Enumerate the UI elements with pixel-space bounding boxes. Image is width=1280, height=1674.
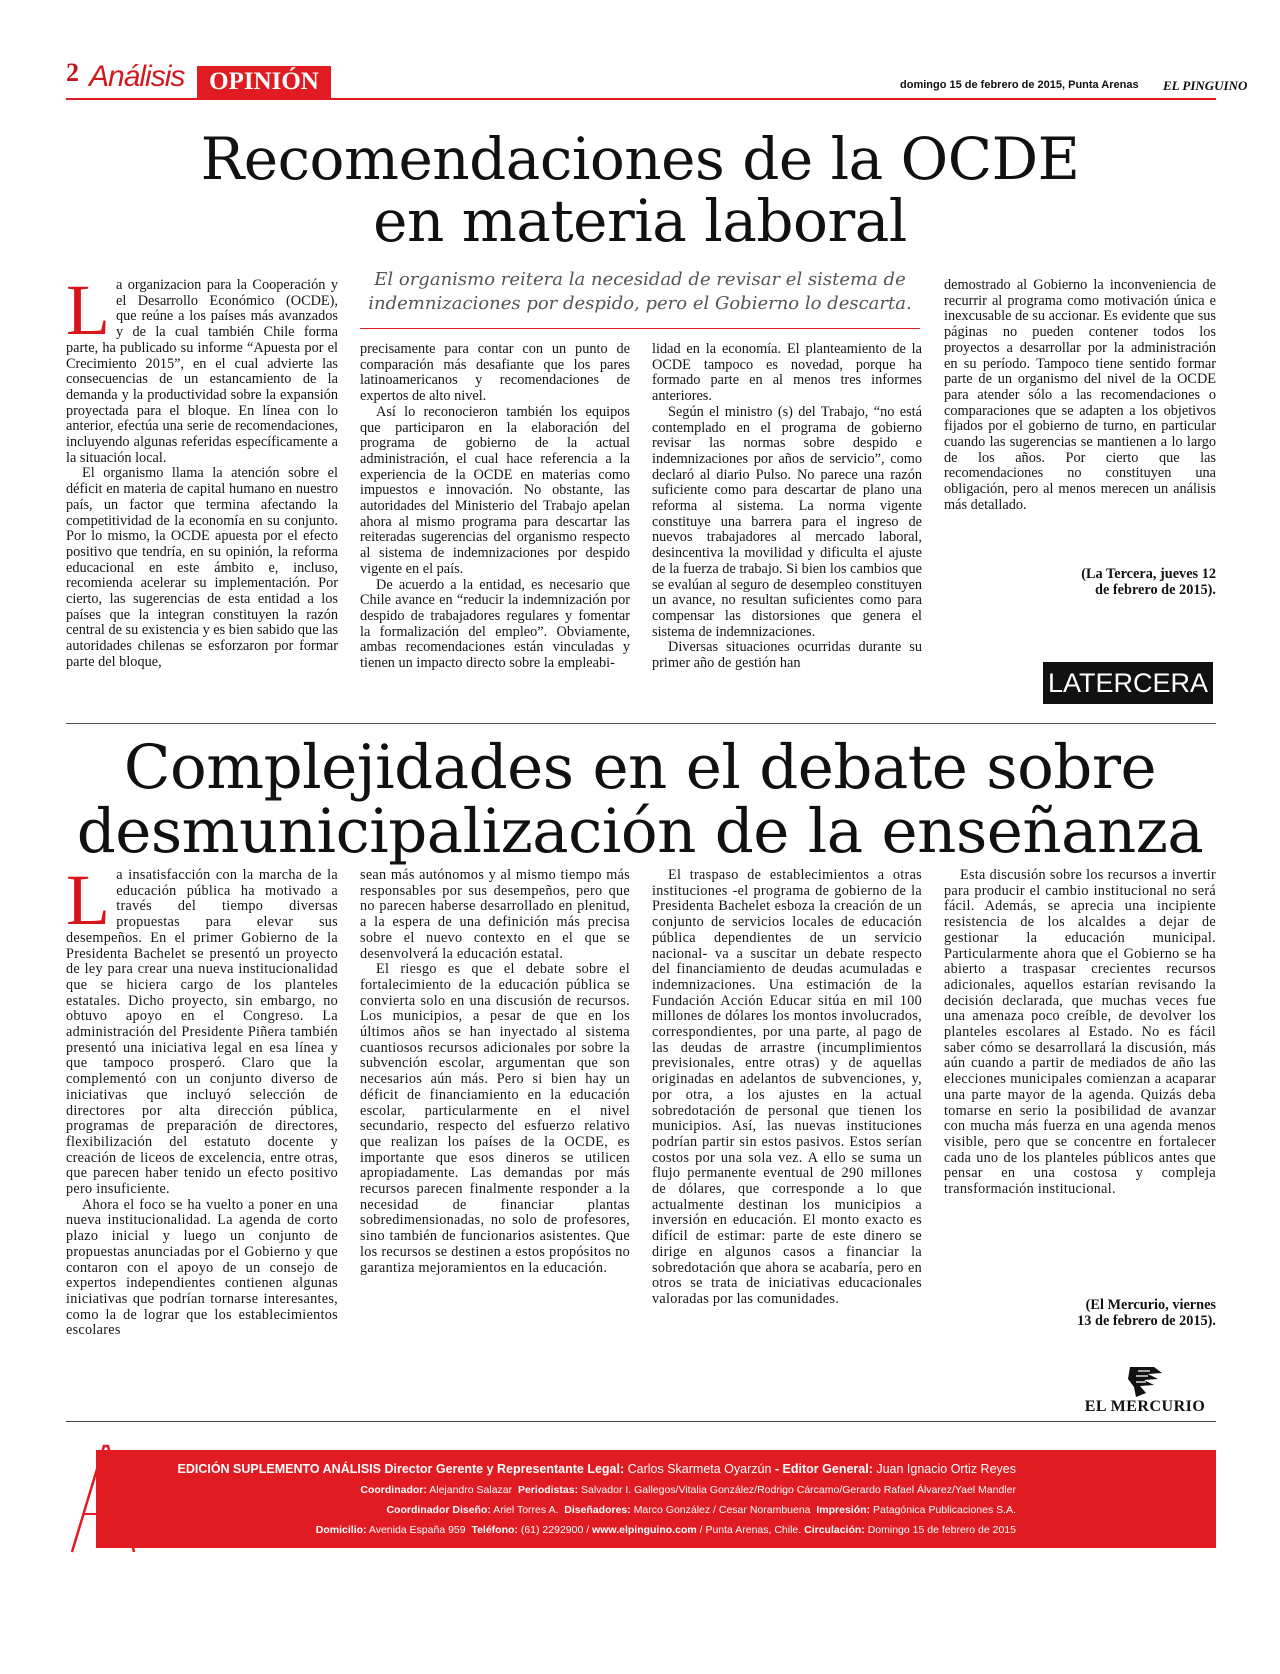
kicker-rule — [360, 328, 920, 329]
article2-paragraph — [66, 860, 338, 1198]
article2-col1-p1: a insatisfacción con la marcha de la educación pública ha motivado a través del tiempo diversas propuestas para elevar sus desempeños. En el primer Gobierno de la Presidenta Bachelet se presentó un proyecto de ley para crear una nueva institucionalidad que se hiciera cargo de los planteles estatales. Dicho proyecto, sin embargo, no obtuvo apoyo en el Congreso. La administración del Presidente Piñera también presentó una iniciativa legal en esa línea y que tampoco prosperó. Claro que la complementó con un conjunto diverso de iniciativas que incluyó selección de directores por alta dirección pública, programas de preparación de directores, flexibilización del estatuto docente y creación de liceos de excelencia, entre otras, que parecen haber tenido un efecto positivo pero insuficiente. — [66, 867, 338, 1198]
footer-designers: Marco González / Cesar Norambuena — [633, 1504, 811, 1516]
footer-line-2 — [360, 1484, 1016, 1496]
footer-website-link[interactable]: www.elpinguino.com — [592, 1524, 697, 1536]
article1-source — [944, 566, 1216, 598]
article2-column-4 — [944, 868, 1216, 1198]
article1-column-2 — [360, 342, 630, 672]
footer-line-3 — [386, 1504, 1016, 1516]
article2-dropcap: L — [66, 860, 111, 940]
article1-col1-p2: El organismo llama la atención sobre el déficit en materia de capital humano en nuestro país, un factor que termina afectando la competitividad de la economía en su conjunto. Por lo mismo, la OCDE apuesta por el efecto positivo que tendría, en su opinión, la reforma educacional en este ámbito e, incluso, recomienda acelerar su implementación. Por cierto, las sugerencias de esta entidad a los países que la integran constituyen la razón central de su existencia y es bien sabido que las autoridades chilenas se esforzaron por formar parte del bloque, — [66, 465, 338, 670]
article1-col2-p3: De acuerdo a la entidad, es necesario que Chile avance en “reducir la indemnización por despido de trabajadores regulares y fomentar la formalización del empleo”. Obviamente, ambas recomendaciones están vinculadas y tienen un impacto directo sobre la empleabi- — [360, 576, 630, 672]
article2-column-1 — [66, 860, 338, 1339]
section-name-text: Análisis — [89, 60, 185, 93]
section-name — [89, 60, 184, 94]
la-tercera-logo: LATERCERA — [1043, 662, 1213, 704]
footer-design-label: Coordinador Diseño: — [386, 1504, 491, 1516]
article1-kicker: El organismo reitera la necesidad de revisar el sistema de indemnizaciones por despido, pero el Gobierno lo descarta. — [368, 269, 912, 314]
article1-col1-p1: a organizacion para la Cooperación y el Desarrollo Económico (OCDE), que reúne a los países más avanzados y de la cual también Chile forma parte, ha publicado su informe “Apuesta por el Crecimiento 2015”, en el cual advierte las consecuencias de un estancamiento de la demanda y la productividad sobre la expansión proyectada para el bloque. En línea con lo anterior, efectúa una serie de recomendaciones, incluyendo algunas referidas específicamente a la situación local. — [66, 277, 338, 466]
article1-headline-line1: Recomendaciones de la OCDE — [200, 125, 1080, 193]
footer-circulation: Domingo 15 de febrero de 2015 — [867, 1524, 1016, 1536]
footer-city: / Punta Arenas, Chile. — [699, 1524, 802, 1536]
article2-col2-p1: sean más autónomos y al mismo tiempo más responsables por sus desempeños, pero que no parecen haberse desarrollado en plenitud, a la espera de una definición más precisa sobre el nuevo contexto en el que se desenvolverá la educación estatal. — [360, 867, 630, 962]
footer-address: Avenida España 959 — [368, 1524, 466, 1536]
footer-coordinator-label: Coordinador: — [360, 1484, 427, 1496]
footer-design: Ariel Torres A. — [493, 1504, 559, 1516]
article1-column-3 — [652, 342, 922, 672]
article1-col3-p3: Diversas situaciones ocurridas durante su primer año de gestión han — [652, 639, 922, 672]
article1-col2-p2: Así lo reconocieron también los equipos que participaron en la elaboración del programa de gobierno de la actual administración, el cual hace referencia a la experiencia de la OCDE en materias como impuestos e innovación. No obstante, las autoridades del Ministerio del Trabajo apelan ahora al mismo programa para descartar las reiteradas sugerencias del organismo respecto al sistema de indemnizaciones por despido vigente en el país. — [360, 403, 630, 577]
footer-journalists-label: Periodistas: — [517, 1484, 579, 1496]
footer-designers-label: Diseñadores: — [564, 1504, 631, 1516]
newspaper-name: EL PINGUINO — [1163, 78, 1248, 93]
footer-director-label: Director Gerente y Representante Legal: — [384, 1462, 625, 1476]
article1-headline-line2: en materia laboral — [373, 187, 907, 255]
article2-column-3 — [652, 868, 922, 1308]
footer-print-label: Impresión: — [816, 1504, 871, 1516]
article2-col2-p2: El riesgo es que el debate sobre el fortalecimiento de la educación pública se convierta solo en una discusión de recursos. Los municipios, a pesar de que en los últimos años se han inyectado al sistema cuantiosos recursos adicionales por sobre la subvención escolar, argumentan que son necesarios aún más. Pero si bien hay un déficit de financiamiento en la educación escolar, particularmente en el nivel secundario, respecto del esfuerzo relativo que realizan los países de la OCDE, es importante que esos dineros se utilicen apropiadamente. Las demandas por más recursos parecen finalmente responder a la necesidad de financiar plantas sobredimensionadas, no solo de profesores, sino también de funcionarios asistentes. Que los recursos se destinen a estos propósitos no garantiza mejoramientos en la educación. — [360, 961, 630, 1276]
article1-col3-p1: lidad en la economía. El planteamiento de la OCDE tampoco es novedad, porque ha formado parte en al menos tres informes anteriores. — [652, 341, 922, 405]
article2-col3-p1: El traspaso de establecimientos a otras instituciones -el programa de gobierno de la Presidenta Bachelet esboza la creación de un conjunto de servicios locales de educación pública dependientes de un servicio nacional- va a suscitar un debate respecto del financiamiento de deudas acumuladas e indemnizaciones. Una estimación de la Fundación Acción Educar sitúa en mil 100 millones de dólares los montos involucrados, correspondientes, por una parte, al pago de las deudas de arrastre (incumplimientos previsionales, entre otras) y de aquellas originadas en adelantos de subvenciones, y, por otra, a los ajustes en la actual sobredotación de personal que tienen los municipios. Así, las nuevas instituciones podrían partir sin estos pasivos. Estos serían costos por una sola vez. A ello se suma un flujo permanente eventual de 290 millones de dólares, que corresponde a lo que actualmente destinan los municipios a inversión en educación. El monto exacto es difícil de estimar: parte de este dinero se dirige en algunos casos a financiar la sobredotación que ahora se acabaría, pero en otros se trata de iniciativas educacionales valoradas por las comunidades. — [652, 867, 922, 1307]
article2-col1-p2: Ahora el foco se ha vuelto a poner en una nueva institucionalidad. La agenda de corto plazo inicial y luego un conjunto de propuestas anunciadas por el Gobierno y que contaron con el apoyo de un consejo de expertos independientes contienen algunas iniciativas que podrían tornarse interesantes, como la de lograr que los establecimientos escolares — [66, 1196, 338, 1339]
footer-edition-label: EDICIÓN SUPLEMENTO ANÁLISIS — [177, 1462, 381, 1476]
page-number: 2 — [66, 58, 79, 87]
footer-coordinator: Alejandro Salazar — [429, 1484, 513, 1496]
article1-headline — [60, 125, 1220, 255]
footer-top-rule — [66, 1421, 1216, 1422]
footer-journalists: Salvador I. Gallegos/Vitalia González/Rodrigo Cárcamo/Gerardo Rafael Álvarez/Yael Mandler — [581, 1484, 1016, 1496]
article1-source-line2: de febrero de 2015). — [1095, 582, 1216, 598]
footer-line-4 — [316, 1524, 1016, 1536]
article2-headline-line1: Complejidades en el debate sobre — [123, 732, 1157, 803]
header-rule — [66, 98, 1216, 100]
article1-col2-p1: precisamente para contar con un punto de comparación más desafiante que los pares latinoamericanos y recomendaciones de expertos de alto nivel. — [360, 341, 630, 405]
article1-col3-p2: Según el ministro (s) del Trabajo, “no está contemplado en el programa de gobierno revisar las normas sobre despido e indemnizaciones por años de servicio”, como declaró al diario Pulso. No parece una razón suficiente como para descartar de plano una reforma al sistema. La norma vigente constituye una barrera para el ingreso de nuevos trabajadores al mercado laboral, desincentiva la movilidad y dificulta el ajuste de la fuerza de trabajo. Si bien los cambios que se evalúan al seguro de desempleo constituyen un avance, no resultan suficientes como para compensar las distorsiones que genera el sistema de indemnizaciones. — [652, 403, 922, 640]
article1-dropcap: L — [66, 270, 110, 350]
article2-source — [944, 1297, 1216, 1329]
footer-director: Carlos Skarmeta Oyarzún — [627, 1462, 772, 1476]
footer-credits — [96, 1450, 1216, 1548]
article1-source-line1: (La Tercera, jueves 12 — [1081, 566, 1216, 582]
article-separator — [66, 723, 1216, 724]
section-tag: OPINIÓN — [197, 66, 331, 98]
footer-address-label: Domicilio: — [315, 1524, 367, 1536]
footer-circulation-label: Circulación: — [804, 1524, 865, 1536]
footer-phone-label: Teléfono: — [471, 1524, 518, 1536]
el-mercurio-emblem-icon — [1124, 1365, 1168, 1399]
footer-phone: (61) 2292900 / — [520, 1524, 590, 1536]
el-mercurio-logo: EL MERCURIO — [1084, 1398, 1206, 1415]
article2-source-line1: (El Mercurio, viernes — [1085, 1297, 1216, 1313]
article2-col4-p1: Esta discusión sobre los recursos a invertir para producir el cambio institucional no será fácil. Además, se aprecia una incipiente resistencia de los alcaldes a dejar de gestionar la educación municipal. Particularmente ahora que el Gobierno se ha abierto a traspasar crecientes recursos adicionales, aquellos estarían revisando la decisión declarada, que muchas veces fue una amenaza poco creíble, de devolver los planteles escolares al Estado. No es fácil saber cómo se desarrollará la discusión, más aún cuando a partir de mediados de año las elecciones municipales comienzan a acaparar una parte mayor de la agenda. Quizás deba tomarse en serio la posibilidad de avanzar con mucha más fuerza en una agenda menos visible, pero que se concentre en fortalecer cada uno de los planteles públicos antes que pensar en una costosa y compleja transformación institucional. — [944, 867, 1216, 1198]
footer-line-1 — [177, 1462, 1016, 1476]
article1-column-4 — [944, 278, 1216, 514]
article1-col4-p1: demostrado al Gobierno la inconveniencia de recurrir al programa como motivación única e inexcusable de su accionar. Es evidente que sus páginas no pueden contener todos los proyectos a desarrollar por la administración en su período. Tampoco tiene sentido formar parte de un organismo del nivel de la OCDE para atender sólo a las recomendaciones o comparaciones que se adapten a los objetivos fijados por el gobierno de turno, en particular cuando las sugerencias se mantienen a lo largo de los años. Por cierto que las recomendaciones no constituyen una obligación, pero al menos merecen un análisis más detallado. — [944, 277, 1216, 513]
article2-column-2 — [360, 868, 630, 1276]
dateline: domingo 15 de febrero de 2015, Punta Arenas — [900, 79, 1139, 91]
article2-source-line2: 13 de febrero de 2015). — [1077, 1313, 1216, 1329]
footer-editor-label: - Editor General: — [774, 1462, 873, 1476]
article1-paragraph — [66, 270, 338, 466]
footer-editor: Juan Ignacio Ortiz Reyes — [876, 1462, 1016, 1476]
footer-print: Patagónica Publicaciones S.A. — [872, 1504, 1016, 1516]
article2-headline — [60, 732, 1220, 867]
article2-headline-line2: desmunicipalización de la enseñanza — [76, 796, 1204, 867]
article1-column-1 — [66, 270, 338, 671]
